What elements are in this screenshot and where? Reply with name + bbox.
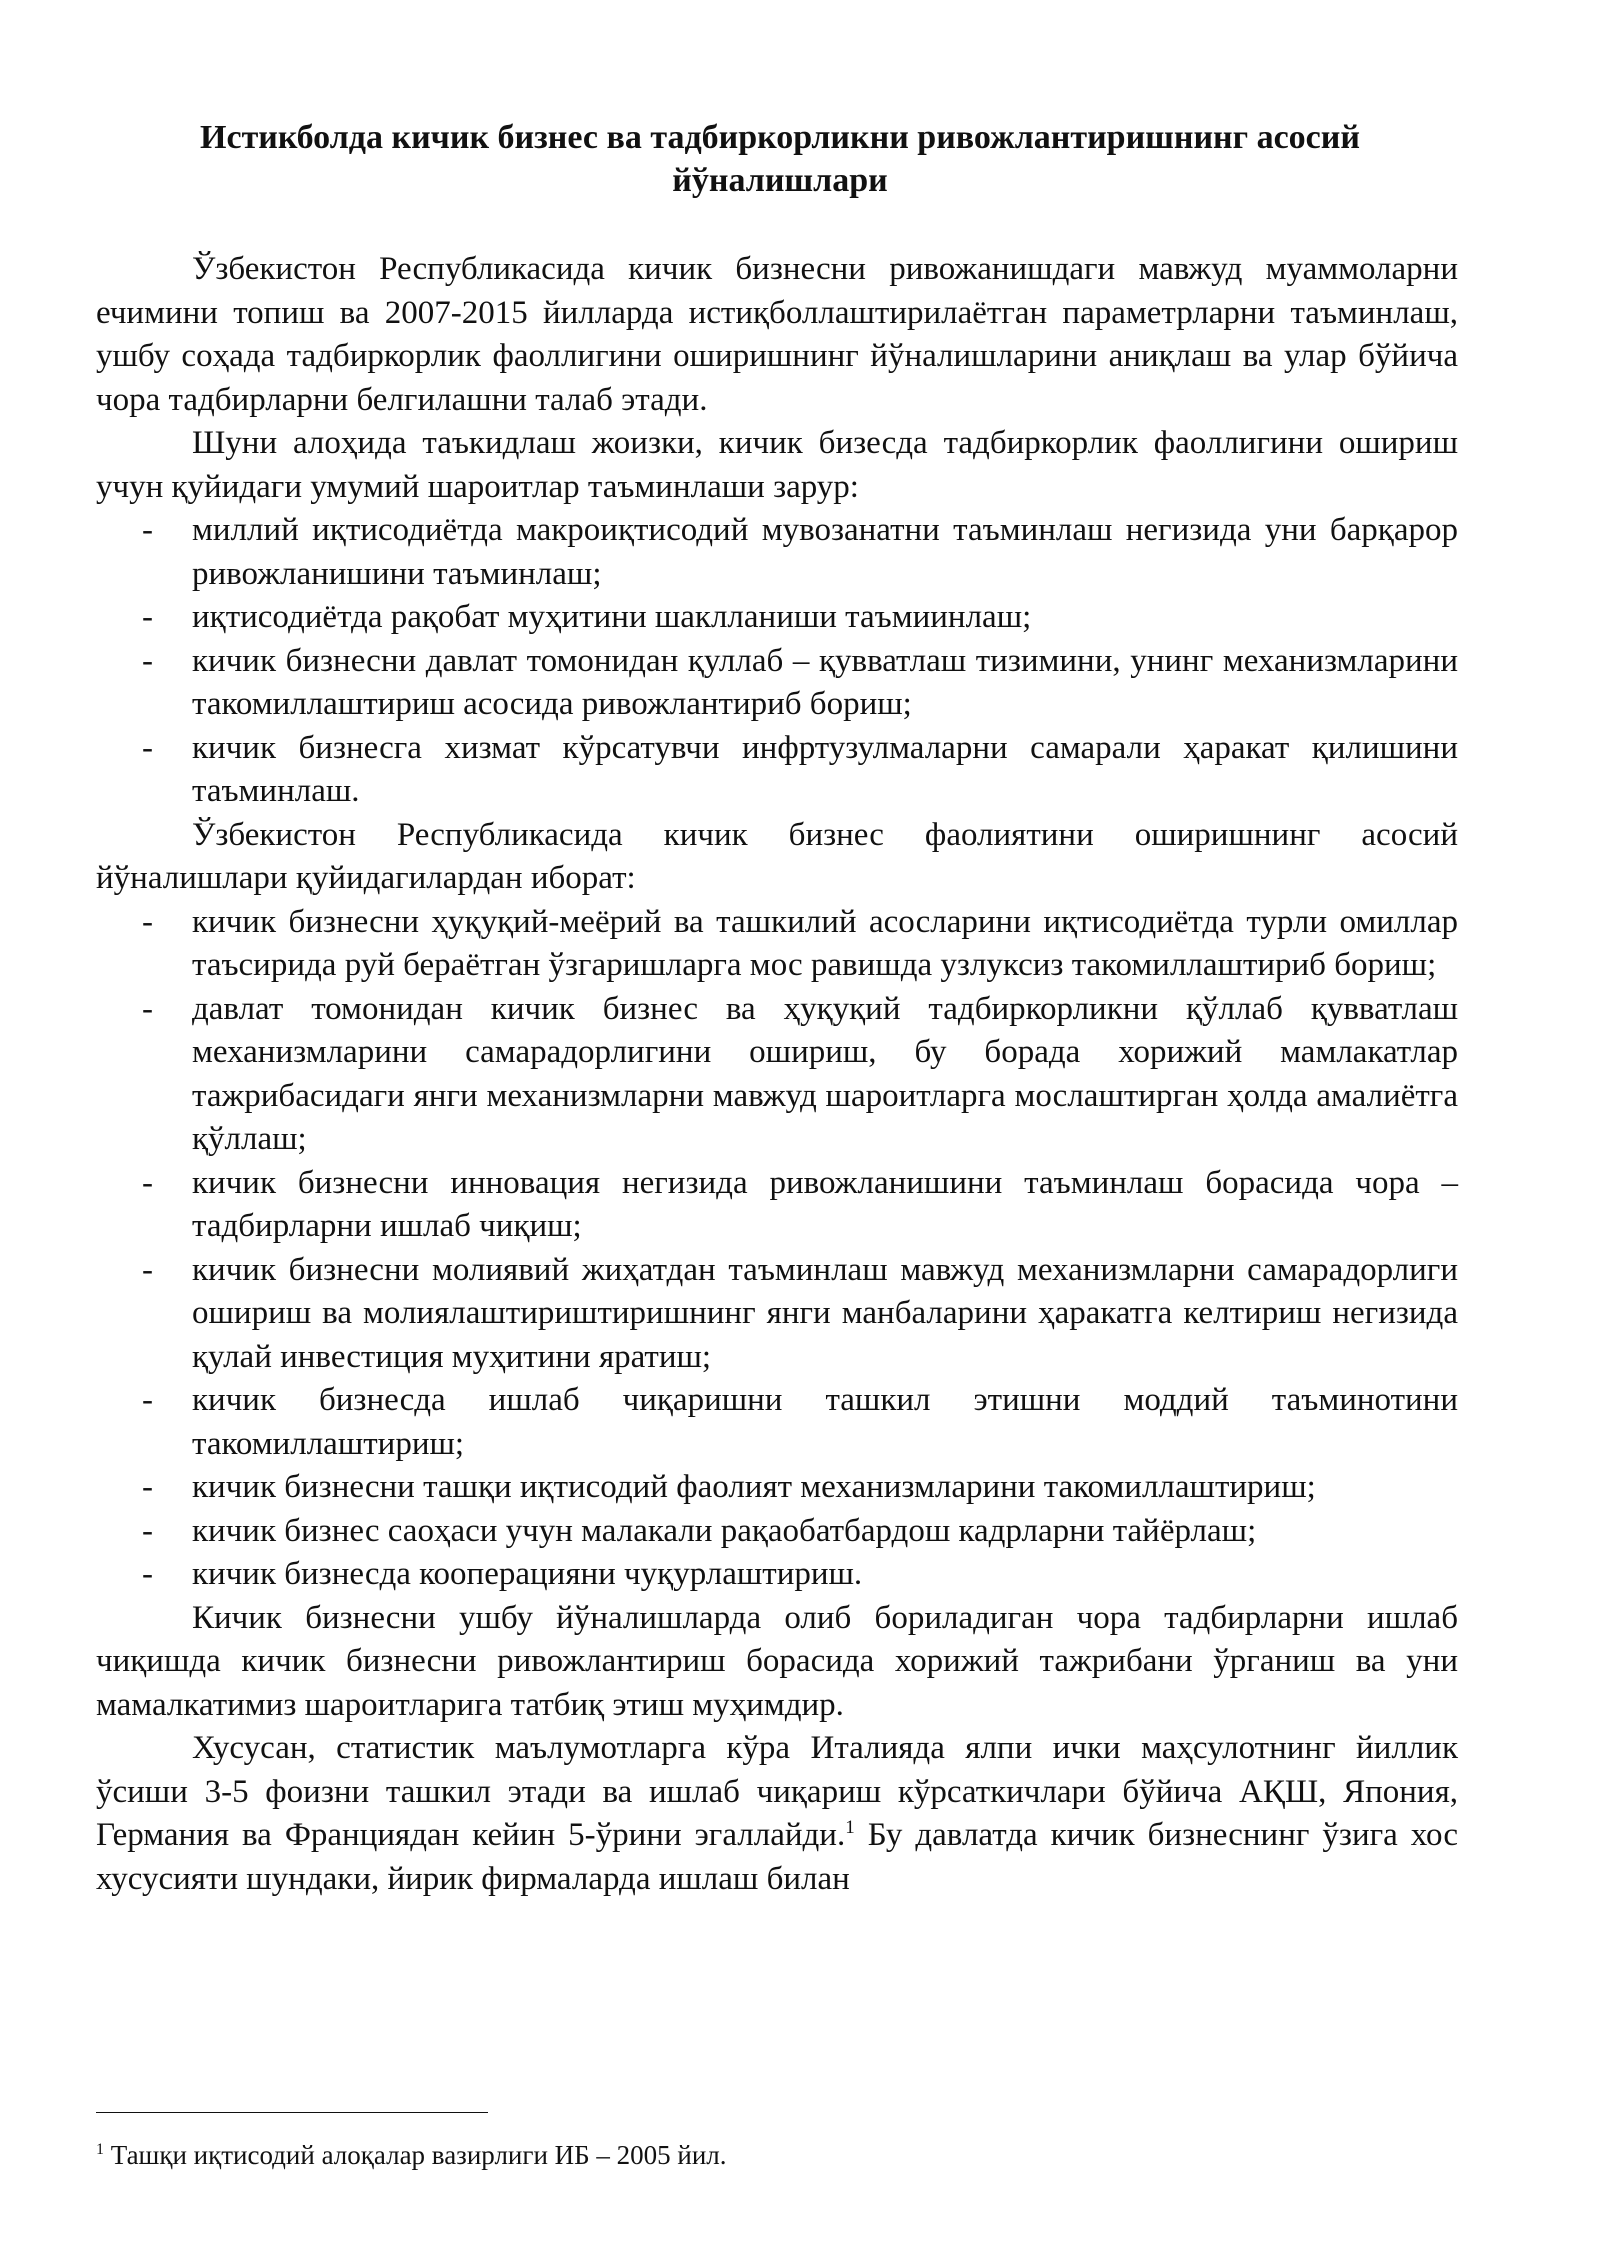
list-dash: - [142, 1512, 153, 1549]
list-item [96, 727, 1458, 814]
list-item [96, 640, 1458, 727]
list-item-text: кичик бизнесни давлат томонидан қуллаб – қувватлаш тизимини, унинг механизмларини такомиллаштириш асосида ривожлантириб бориш; [192, 642, 1458, 722]
list-item-text: кичик бизнесни ташқи иқтисодий фаолият механизмларини такомиллаштириш; [192, 1469, 1316, 1505]
list-item-text: кичик бизнесга хизмат кўрсатувчи инфртузулмаларни самарали ҳаракат қилишини таъминлаш. [192, 729, 1458, 809]
list-item [96, 509, 1458, 596]
paragraph-italy-text-end: Бу давлатда кичик бизнеснинг ўзига хос хусусияти шундаки, йирик фирмаларда ишлаш билан [96, 1817, 1459, 1897]
list-item [96, 1249, 1458, 1380]
directions-list [96, 901, 1458, 1597]
document-title: Истикболда кичик бизнес ва тадбиркорликни ривожлантиришнинг асосий йўналишлари [200, 119, 1360, 199]
conditions-list [96, 509, 1458, 814]
list-dash: - [142, 1556, 153, 1592]
paragraph-directions: Ўзбекистон Республикасида кичик бизнес фаолиятини оширишнинг асосий йўналишлари қуйидагилардан иборат: [96, 816, 1458, 896]
list-item [96, 1162, 1458, 1249]
paragraph-italy-text-start: Хусусан, статистик маълумотларга кўра Италияда ялпи ички маҳсулотнинг йиллик ўсиши 3-5 фоизни ташкил этади ва ишлаб чиқариш кўрсаткичлари бўйича АҚШ, Япония, Германия ва Франциядан кейин 5-ўрини эгаллайди. [96, 1730, 1458, 1853]
footnote [96, 2138, 1458, 2172]
document-body [96, 248, 1458, 1901]
paragraph-conditions: Шуни алоҳида таъкидлаш жоизки, кичик бизесда тадбиркорлик фаоллигини ошириш учун қуйидаги умумий шароитлар таъминлаши зарур: [96, 425, 1458, 505]
paragraph-italy [96, 1727, 1458, 1901]
footnote-text: Ташқи иқтисодий алоқалар вазирлиги ИБ – 2005 йил. [110, 2140, 727, 2170]
list-item [96, 596, 1458, 640]
list-item [96, 1510, 1458, 1554]
list-dash: - [142, 1469, 153, 1505]
paragraph-intro: Ўзбекистон Республикасида кичик бизнесни ривожанишдаги мавжуд муаммоларни ечимини топиш ва 2007-2015 йилларда истиқболлаштирилаётган параметрларни таъминлаш, ушбу соҳада тадбиркорлик фаоллигини оширишнинг йўналишларини аниқлаш ва улар бўйича чора тадбирларни белгилашни талаб этади. [96, 251, 1458, 418]
list-item [96, 901, 1458, 988]
list-item-text: иқтисодиётда рақобат муҳитини шаклланиши таъмиинлаш; [192, 599, 1032, 635]
list-item-text: кичик бизнесни молиявий жиҳатдан таъминлаш мавжуд механизмларни самарадорлиги ошириш ва молиялаштириштиришнинг янги манбаларини ҳаракатга келтириш негизида қулай инвестиция муҳитини яратиш; [192, 1251, 1458, 1375]
list-dash: - [142, 990, 153, 1027]
list-dash: - [142, 1251, 153, 1288]
list-item-text: миллий иқтисодиётда макроиқтисодий мувозанатни таъминлаш негизида уни барқарор ривожланишини таъминлаш; [192, 512, 1458, 592]
list-dash: - [142, 599, 153, 635]
paragraph-foreign-experience: Кичик бизнесни ушбу йўналишларда олиб бориладиган чора тадбирларни ишлаб чиқишда кичик бизнесни ривожлантириш борасида хорижий тажрибани ўрганиш ва уни мамалкатимиз шароитларига татбиқ этиш муҳимдир. [96, 1599, 1458, 1723]
footnote-number: 1 [96, 2141, 104, 2158]
list-item-text: кичик бизнесни инновация негизида ривожланишини таъминлаш борасида чора – тадбирларни ишлаб чиқиш; [192, 1164, 1458, 1244]
list-item [96, 988, 1458, 1162]
list-dash: - [142, 642, 153, 679]
footnote-reference: 1 [845, 1817, 855, 1838]
list-item-text: кичик бизнес саоҳаси учун малакали рақаобатбардош кадрларни тайёрлаш; [192, 1512, 1257, 1549]
list-item [96, 1553, 1458, 1597]
list-dash: - [142, 729, 153, 766]
footnote-separator [96, 2112, 488, 2113]
list-item [96, 1466, 1458, 1510]
list-item-text: давлат томонидан кичик бизнес ва ҳуқуқий тадбиркорликни қўллаб қувватлаш механизмларини самарадорлигини ошириш, бу борада хорижий мамлакатлар тажрибасидаги янги механизмларни мавжуд шароитларга мослаштирган ҳолда амалиётга қўллаш; [192, 990, 1458, 1157]
list-item-text: кичик бизнесда ишлаб чиқаришни ташкил этишни моддий таъминотини такомиллаштириш; [192, 1382, 1458, 1462]
list-item-text: кичик бизнесда кооперацияни чуқурлаштириш. [192, 1556, 863, 1592]
list-item [96, 1379, 1458, 1466]
list-dash: - [142, 1164, 153, 1201]
list-dash: - [142, 903, 153, 940]
list-item-text: кичик бизнесни ҳуқуқий-меёрий ва ташкилий асосларини иқтисодиётда турли омиллар таъсирида руй бераётган ўзгаришларга мос равишда узлуксиз такомиллаштириб бориш; [192, 903, 1458, 983]
list-dash: - [142, 1382, 153, 1418]
list-dash: - [142, 512, 153, 548]
